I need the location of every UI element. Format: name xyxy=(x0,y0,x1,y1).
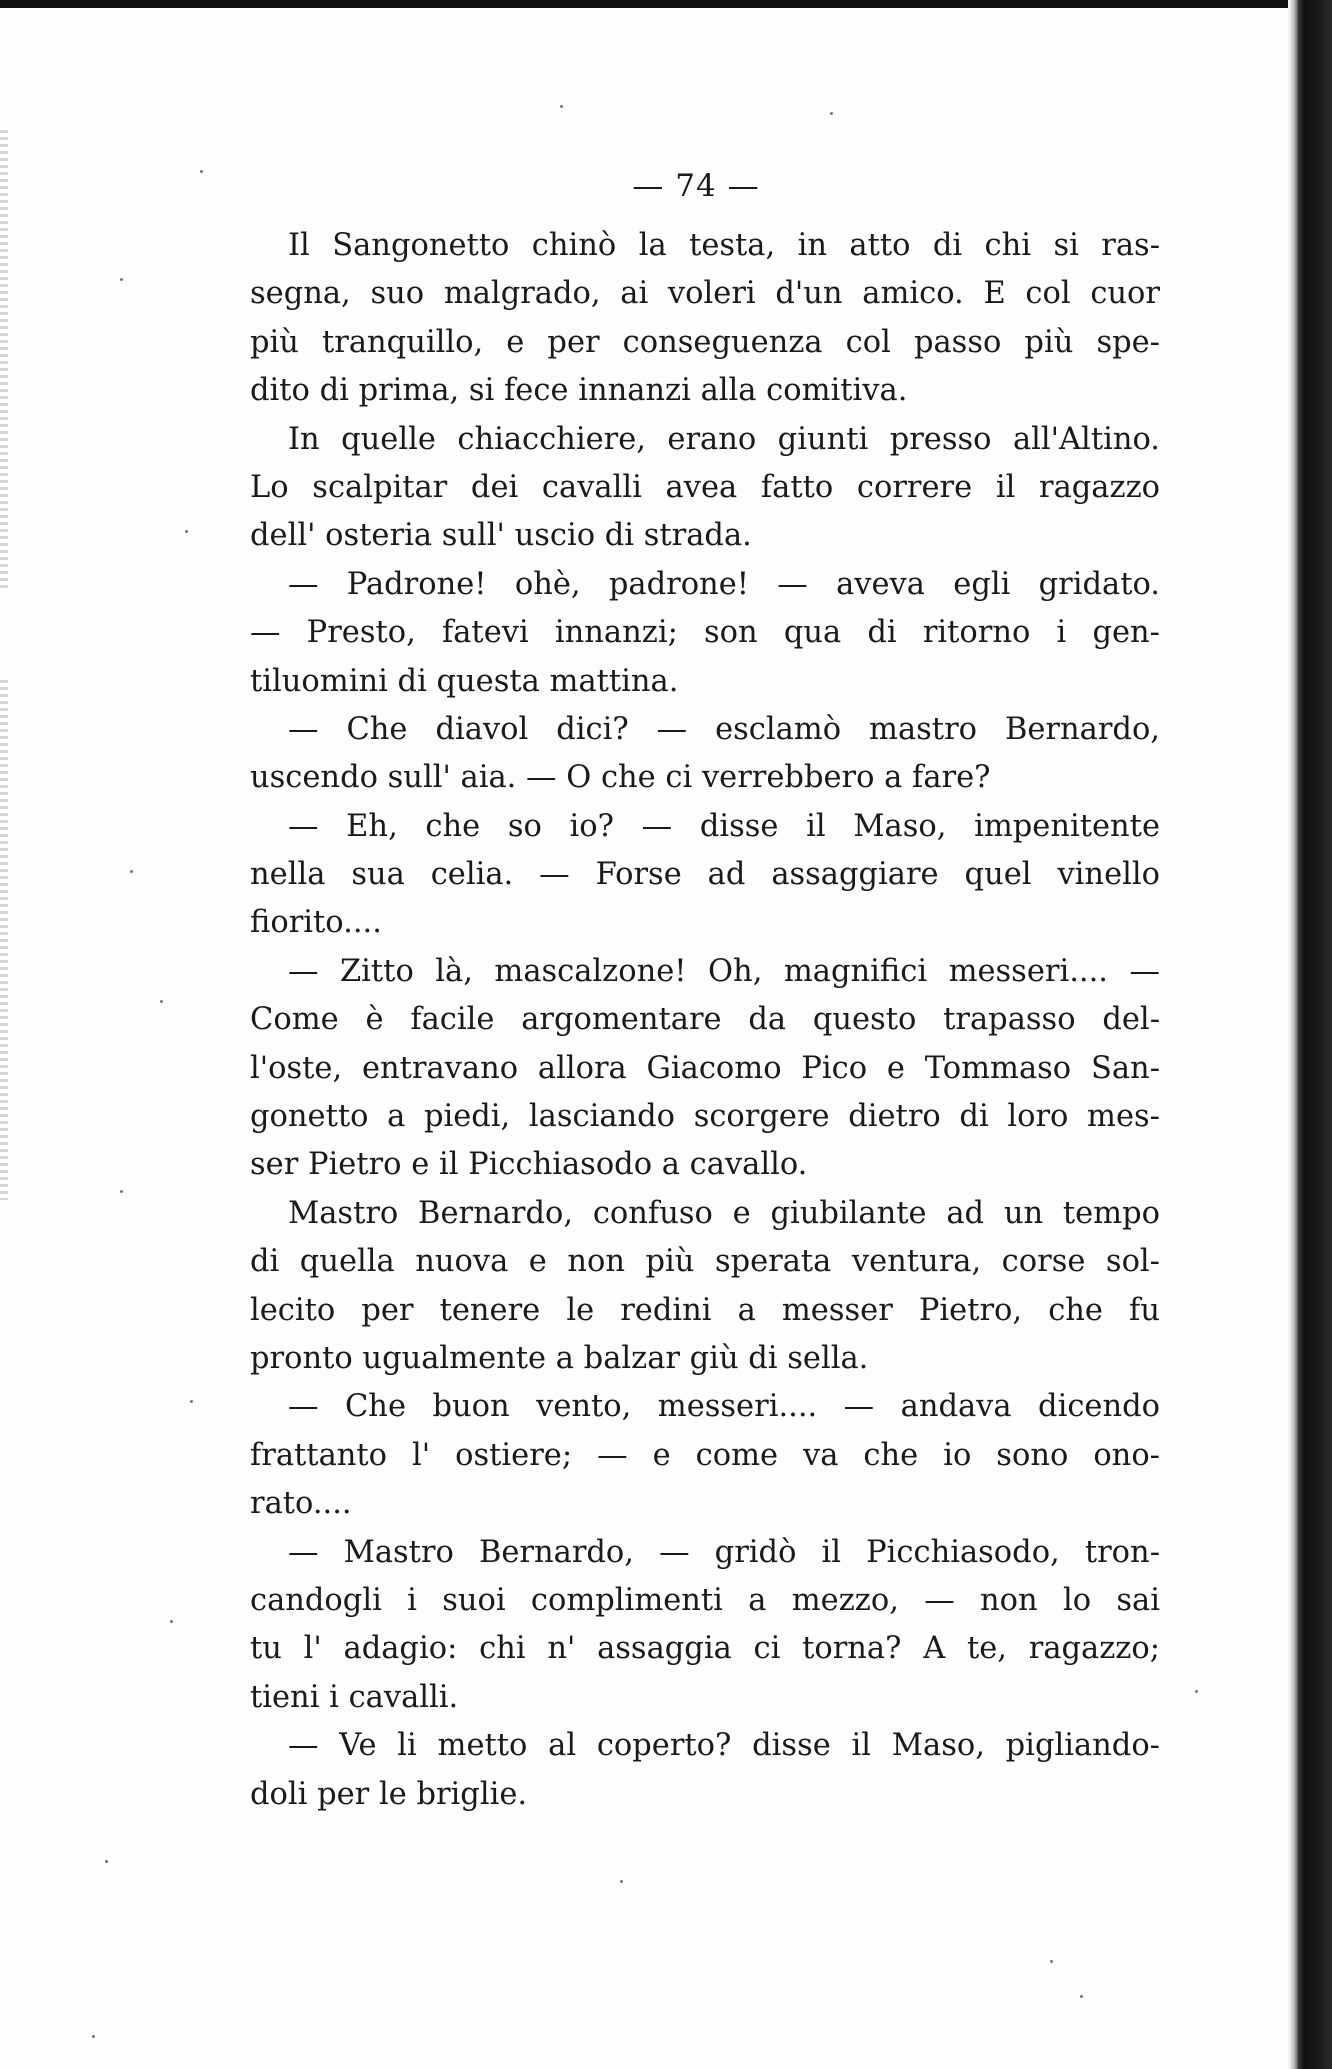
text-line: lecito per tenere le redini a messer Pietro, che fu xyxy=(250,1292,1160,1328)
dust-speck xyxy=(185,530,188,533)
body-text xyxy=(250,222,1160,1819)
dust-speck xyxy=(1195,1690,1198,1693)
text-line: nella sua celia. — Forse ad assaggiare quel vinello xyxy=(250,857,1160,893)
text-line: rato.... xyxy=(250,1486,352,1522)
dust-speck xyxy=(830,112,833,115)
text-line: tiluomini di questa mattina. xyxy=(250,663,679,699)
dust-speck xyxy=(105,1860,108,1863)
text-line: Lo scalpitar dei cavalli avea fatto correre il ragazzo xyxy=(250,469,1160,505)
text-line: tu l' adagio: chi n' assaggia ci torna? A te, ragazzo; xyxy=(250,1631,1160,1667)
text-line: dito di prima, si fece innanzi alla comitiva. xyxy=(250,373,908,409)
text-line: — Zitto là, mascalzone! Oh, magnifici messeri.... — xyxy=(288,953,1160,989)
text-line: Mastro Bernardo, confuso e giubilante ad un tempo xyxy=(288,1195,1160,1231)
text-line: più tranquillo, e per conseguenza col passo più spe- xyxy=(250,324,1160,360)
page-gutter-shadow xyxy=(1288,0,1298,2069)
dust-speck xyxy=(170,1620,173,1623)
text-line: — Presto, fatevi innanzi; son qua di ritorno i gen- xyxy=(250,615,1160,651)
text-line: — Ve li metto al coperto? disse il Maso, pigliando- xyxy=(288,1728,1160,1764)
dust-speck xyxy=(190,1400,193,1403)
dust-speck xyxy=(92,2035,95,2038)
text-line: Come è facile argomentare da questo trapasso del- xyxy=(250,1002,1160,1038)
text-line: frattanto l' ostiere; — e come va che io sono ono- xyxy=(250,1437,1160,1473)
text-line: uscendo sull' aia. — O che ci verrebbero a fare? xyxy=(250,760,991,796)
dust-speck xyxy=(130,870,133,873)
scan-right-edge xyxy=(1298,0,1332,2069)
text-line: fiorito.... xyxy=(250,905,382,941)
dust-speck xyxy=(120,278,123,281)
text-line: — Padrone! ohè, padrone! — aveva egli gridato. xyxy=(288,566,1160,602)
dust-speck xyxy=(620,1880,623,1883)
dust-speck xyxy=(160,1000,163,1003)
text-line: doli per le briglie. xyxy=(250,1776,528,1812)
text-line: Il Sangonetto chinò la testa, in atto di chi si ras- xyxy=(288,228,1160,263)
text-line: pronto ugualmente a balzar giù di sella. xyxy=(250,1340,869,1376)
dust-speck xyxy=(1080,1995,1083,1998)
text-line: dell' osteria sull' uscio di strada. xyxy=(250,518,752,554)
text-line: — Mastro Bernardo, — gridò il Picchiasodo, tron- xyxy=(288,1534,1160,1570)
scan-left-edge-mark xyxy=(0,680,8,1200)
text-line: l'oste, entravano allora Giacomo Pico e Tommaso San- xyxy=(250,1050,1160,1086)
text-line: In quelle chiacchiere, erano giunti presso all'Altino. xyxy=(288,421,1160,457)
dust-speck xyxy=(1050,1960,1053,1963)
text-line: — Che diavol dici? — esclamò mastro Bernardo, xyxy=(288,711,1160,747)
text-line: — Eh, che so io? — disse il Maso, impenitente xyxy=(288,808,1160,844)
dust-speck xyxy=(200,170,203,173)
text-line: candogli i suoi complimenti a mezzo, — non lo sai xyxy=(250,1582,1160,1618)
text-line: segna, suo malgrado, ai voleri d'un amico. E col cuor xyxy=(250,276,1160,312)
dust-speck xyxy=(120,1190,123,1193)
text-line: di quella nuova e non più sperata ventura, corse sol- xyxy=(250,1244,1160,1280)
text-line: ser Pietro e il Picchiasodo a cavallo. xyxy=(250,1147,808,1183)
text-line: — Che buon vento, messeri.... — andava dicendo xyxy=(288,1389,1160,1425)
dust-speck xyxy=(560,105,563,108)
text-line: tieni i cavalli. xyxy=(250,1679,459,1715)
page-number: — 74 — xyxy=(632,168,760,204)
text-line: gonetto a piedi, lasciando scorgere dietro di loro mes- xyxy=(250,1099,1160,1135)
scan-top-edge xyxy=(0,0,1332,8)
